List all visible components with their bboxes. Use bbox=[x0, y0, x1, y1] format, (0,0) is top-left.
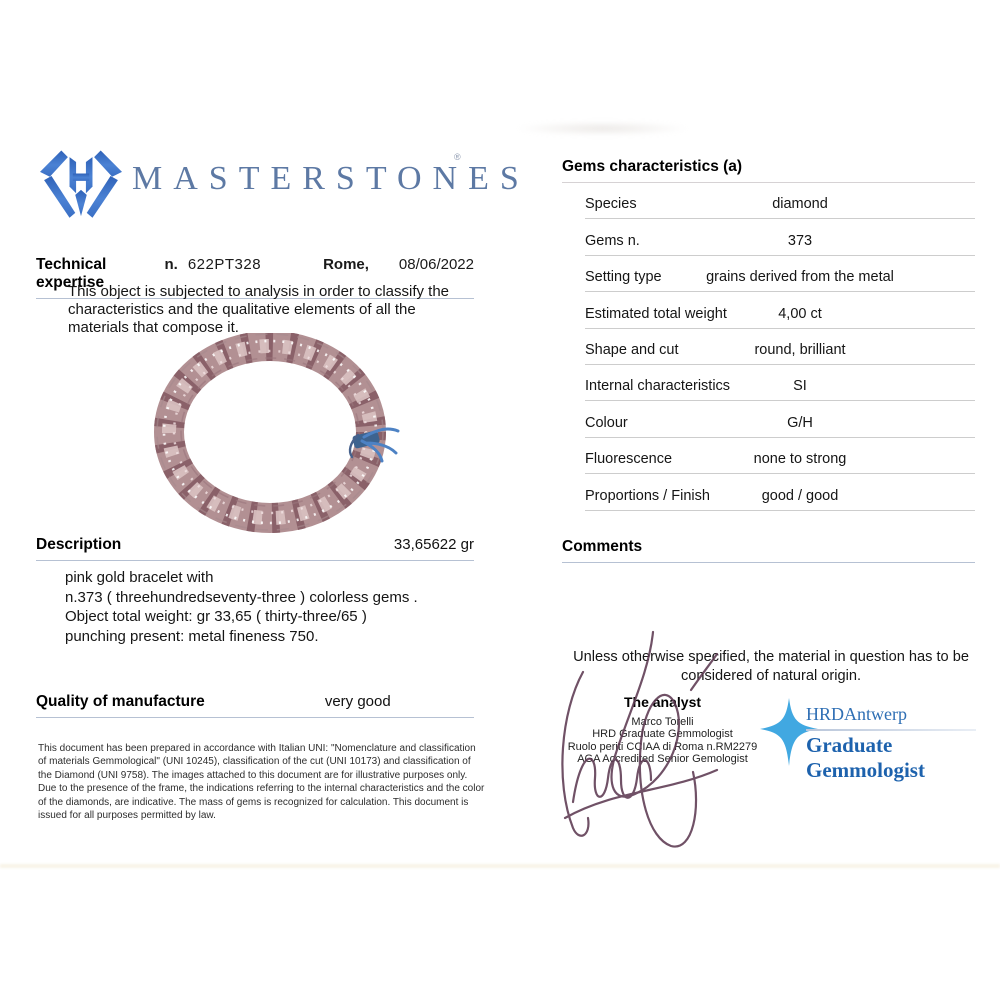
quality-header bbox=[36, 693, 474, 718]
row-value: 373 bbox=[787, 232, 813, 249]
legal-disclaimer: This document has been prepared in accordance with Italian UNI: "Nomenclature and classification of materials Gemmological" (UNI 10245), classification of the cut (UNI 10173) and classification of the Diamond (UNI 9758). The images attached to this document are for illustrative purposes only. Due to the presence of the frame, the indications referring to the internal characteristics and the color of the diamonds, are indicative. The mass of gems is recognized for calculation. This document is issued for all purposes permitted by law. bbox=[38, 743, 485, 822]
scan-smudge-top bbox=[515, 121, 690, 136]
hrd-antwerp-logo bbox=[760, 696, 980, 782]
row-value: SI bbox=[793, 378, 807, 395]
expertise-date: 08/06/2022 bbox=[398, 256, 474, 273]
quality-label: Quality of manufacture bbox=[36, 693, 205, 710]
registered-mark: ® bbox=[454, 152, 461, 162]
brand-title: MASTERSTONES bbox=[132, 160, 530, 197]
row-label: Internal characteristics bbox=[585, 378, 731, 395]
row-value: grains derived from the metal bbox=[706, 269, 894, 286]
table-row bbox=[585, 292, 975, 328]
row-label: Colour bbox=[585, 414, 628, 431]
bracelet-photo bbox=[150, 333, 400, 538]
hrd-title: Graduate Gemmologist bbox=[806, 733, 925, 782]
row-value: 4,00 ct bbox=[778, 305, 822, 322]
analyst-credential: AGA Accredited Senior Gemologist bbox=[577, 752, 748, 765]
row-value: diamond bbox=[772, 196, 828, 213]
table-row bbox=[585, 329, 975, 365]
comments-header bbox=[562, 538, 975, 563]
row-label: Estimated total weight bbox=[585, 305, 727, 322]
comments-label: Comments bbox=[562, 538, 643, 555]
row-value: round, brilliant bbox=[754, 341, 846, 358]
diamond-logo-icon bbox=[40, 142, 122, 228]
hrd-divider bbox=[806, 729, 976, 731]
row-label: Setting type bbox=[585, 269, 662, 286]
description-body bbox=[65, 568, 485, 646]
expertise-n-label: n. bbox=[164, 256, 178, 273]
row-value: G/H bbox=[787, 414, 813, 431]
scan-smudge-bottom bbox=[0, 864, 1000, 868]
table-row bbox=[585, 183, 975, 219]
expertise-city: Rome, bbox=[323, 256, 369, 273]
gems-characteristics-title: Gems characteristics (a) bbox=[562, 158, 743, 175]
description-line: pink gold bracelet with bbox=[65, 569, 214, 586]
brand-header bbox=[40, 140, 530, 235]
hrd-org-name: HRDAntwerp bbox=[806, 704, 907, 724]
description-line: Object total weight: gr 33,65 ( thirty-three/65 ) bbox=[65, 608, 367, 625]
row-label: Shape and cut bbox=[585, 341, 679, 358]
row-label: Fluorescence bbox=[585, 451, 673, 468]
description-line: n.373 ( threehundredseventy-three ) colorless gems . bbox=[65, 588, 418, 606]
row-label: Gems n. bbox=[585, 232, 640, 249]
expertise-intro-paragraph: This object is subjected to analysis in order to classify the characteristics and the qualitative elements of all the materials that compose it. bbox=[68, 283, 450, 336]
table-row bbox=[585, 219, 975, 255]
description-weight: 33,65622 gr bbox=[393, 536, 474, 553]
table-row bbox=[585, 401, 975, 437]
expertise-number: 622PT328 bbox=[187, 256, 262, 273]
row-value: good / good bbox=[761, 487, 839, 504]
gems-characteristics-header bbox=[562, 158, 975, 183]
row-label: Species bbox=[585, 196, 637, 213]
quality-value: very good bbox=[324, 693, 391, 710]
analyst-name: Marco Torelli bbox=[631, 716, 694, 728]
gems-characteristics-table bbox=[585, 183, 975, 511]
table-row bbox=[585, 256, 975, 292]
analyst-credential: Ruolo periti CCIAA di Roma n.RM2279 bbox=[567, 740, 758, 753]
analyst-block bbox=[555, 694, 770, 765]
row-value: none to strong bbox=[753, 451, 847, 468]
description-line: punching present: metal fineness 750. bbox=[65, 627, 319, 645]
analyst-title: The analyst bbox=[623, 694, 702, 710]
table-row bbox=[585, 474, 975, 510]
table-row bbox=[585, 365, 975, 401]
natural-origin-note: Unless otherwise specified, the material in question has to be considered of natural origin. bbox=[573, 649, 969, 684]
description-header bbox=[36, 536, 474, 561]
technical-expertise-label: Technical expertise bbox=[36, 256, 107, 291]
table-row bbox=[585, 438, 975, 474]
analyst-credential: HRD Graduate Gemmologist bbox=[592, 728, 733, 741]
row-label: Proportions / Finish bbox=[585, 487, 710, 504]
description-label: Description bbox=[36, 536, 122, 553]
